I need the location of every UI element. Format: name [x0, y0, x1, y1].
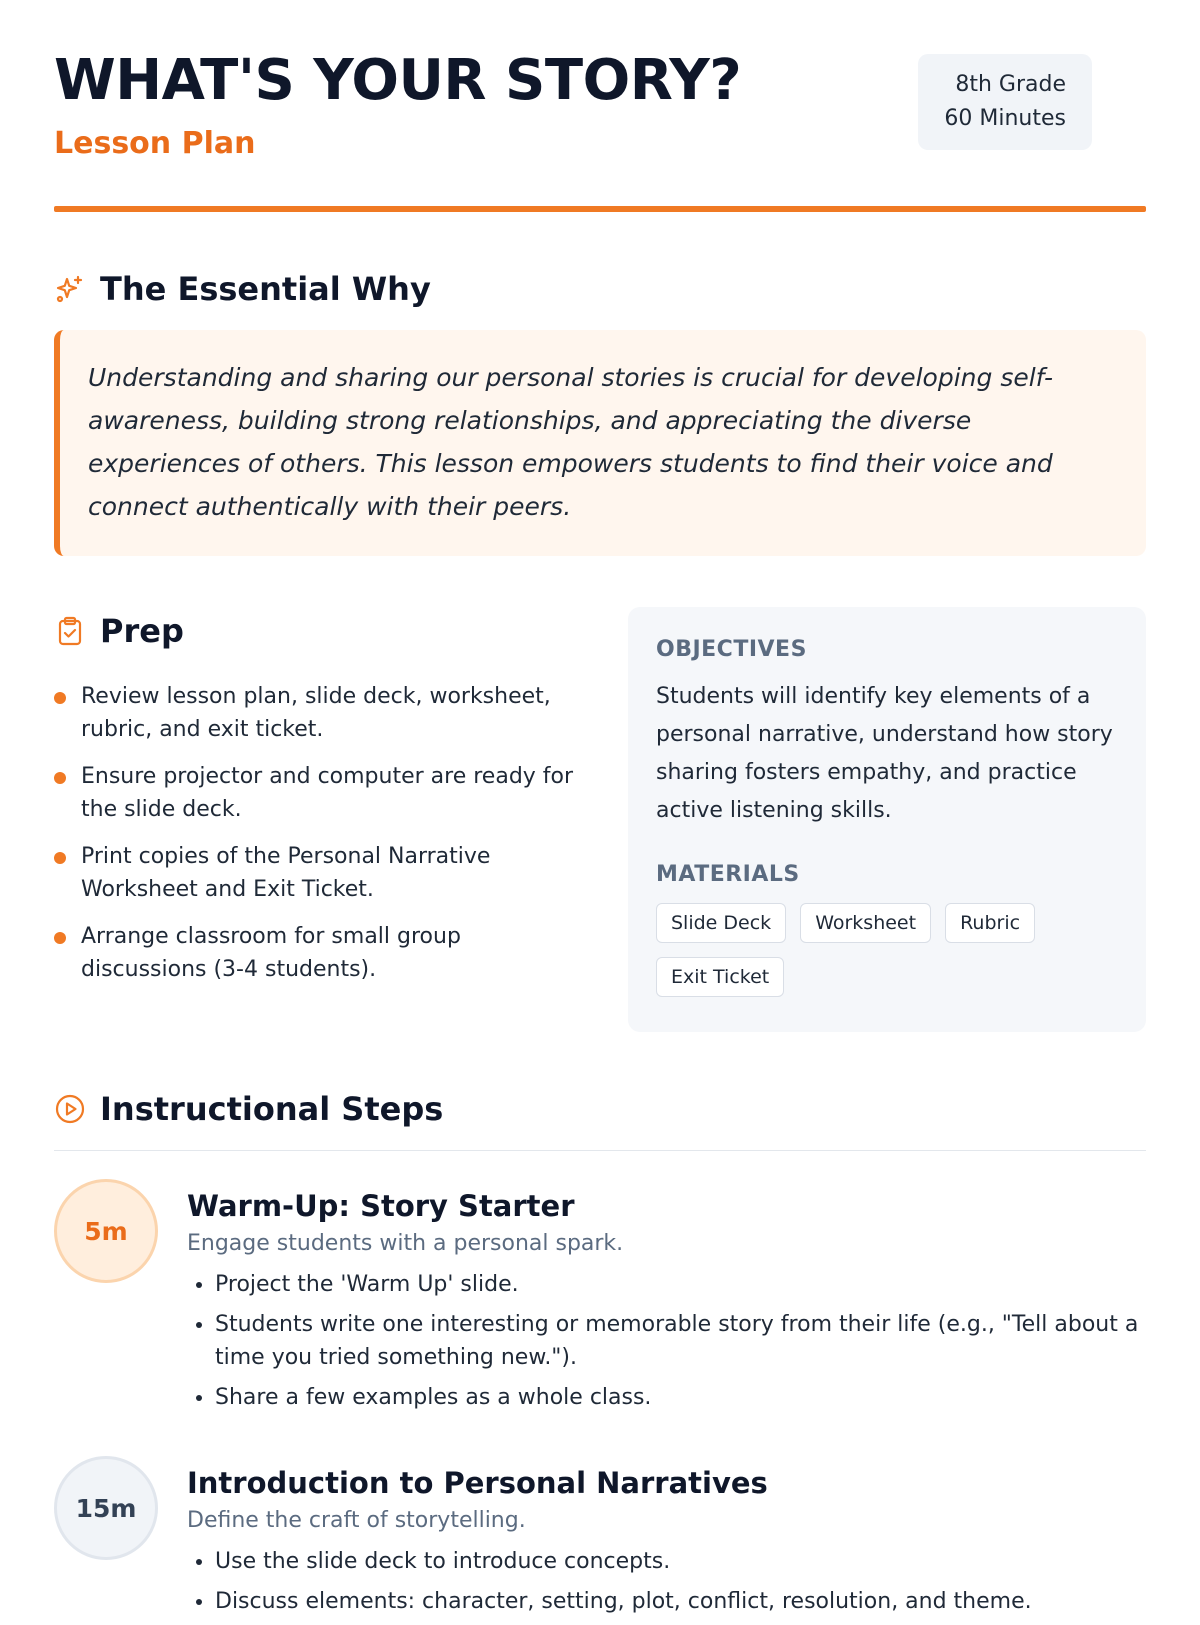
essential-why-section: [54, 270, 1146, 556]
prep-section: [54, 612, 584, 1000]
step-bullet: • Discuss elements: character, setting, plot, conflict, resolution, and theme.: [215, 1585, 1146, 1618]
lesson-meta-box: [918, 54, 1092, 150]
bullet-dot: [54, 852, 66, 864]
sparkles-icon: [54, 273, 86, 305]
bullet-dot: [54, 692, 66, 704]
prep-heading: Prep: [100, 612, 184, 650]
materials-chips: [656, 903, 1118, 997]
essential-why-heading: The Essential Why: [100, 270, 431, 308]
steps-heading: Instructional Steps: [100, 1090, 444, 1128]
step-item: [54, 1456, 1146, 1618]
step-bullets: [187, 1545, 1146, 1618]
steps-divider: [54, 1150, 1146, 1151]
step-bullet: • Project the 'Warm Up' slide.: [215, 1268, 1146, 1301]
instructional-steps-section: [54, 1090, 1146, 1625]
material-chip-rubric: Rubric: [945, 903, 1035, 943]
bullet-dot: [54, 932, 66, 944]
prep-item: Print copies of the Personal Narrative Worksheet and Exit Ticket.: [54, 840, 584, 906]
header-divider: [54, 206, 1146, 212]
materials-label: MATERIALS: [656, 862, 800, 887]
step-bullet: • Share a few examples as a whole class.: [215, 1381, 1146, 1414]
page-header: [54, 0, 1146, 215]
step-item: [54, 1179, 1146, 1414]
prep-item: Ensure projector and computer are ready for the slide deck.: [54, 760, 584, 826]
page-title: WHAT'S YOUR STORY?: [54, 48, 742, 113]
step-bullet: • Use the slide deck to introduce concepts.: [215, 1545, 1146, 1578]
objectives-label: OBJECTIVES: [656, 637, 807, 662]
grade-label: 8th Grade: [955, 72, 1066, 97]
prep-item: Arrange classroom for small group discussions (3-4 students).: [54, 920, 584, 986]
step-bullet: • Students write one interesting or memorable story from their life (e.g., "Tell about a time you tried something new.").: [215, 1308, 1146, 1374]
material-chip-worksheet: Worksheet: [800, 903, 931, 943]
step-time-badge: 5m: [54, 1179, 158, 1283]
essential-why-quote: Understanding and sharing our personal stories is crucial for developing self-awareness, building strong relationships, and appreciating the diverse experiences of others. This lesson empowers students to find their voice and connect authentically with their peers.: [54, 330, 1146, 556]
step-description: Define the craft of storytelling.: [187, 1508, 526, 1533]
bullet-dot: [54, 772, 66, 784]
step-bullets: [187, 1268, 1146, 1414]
step-description: Engage students with a personal spark.: [187, 1231, 624, 1256]
objectives-materials-card: [628, 607, 1146, 1032]
step-time-badge: 15m: [54, 1456, 158, 1560]
prep-list: [54, 680, 584, 986]
material-chip-slide-deck: Slide Deck: [656, 903, 786, 943]
play-circle-icon: [54, 1093, 86, 1125]
step-title: Introduction to Personal Narratives: [187, 1466, 768, 1500]
page-subtitle: Lesson Plan: [54, 126, 256, 161]
material-chip-exit-ticket: Exit Ticket: [656, 957, 784, 997]
clipboard-check-icon: [54, 615, 86, 647]
prep-item: Review lesson plan, slide deck, worksheet, rubric, and exit ticket.: [54, 680, 584, 746]
objectives-text: Students will identify key elements of a personal narrative, understand how story sharing fosters empathy, and practice active listening skills.: [656, 684, 1113, 823]
step-title: Warm-Up: Story Starter: [187, 1189, 575, 1223]
duration-label: 60 Minutes: [944, 106, 1066, 131]
